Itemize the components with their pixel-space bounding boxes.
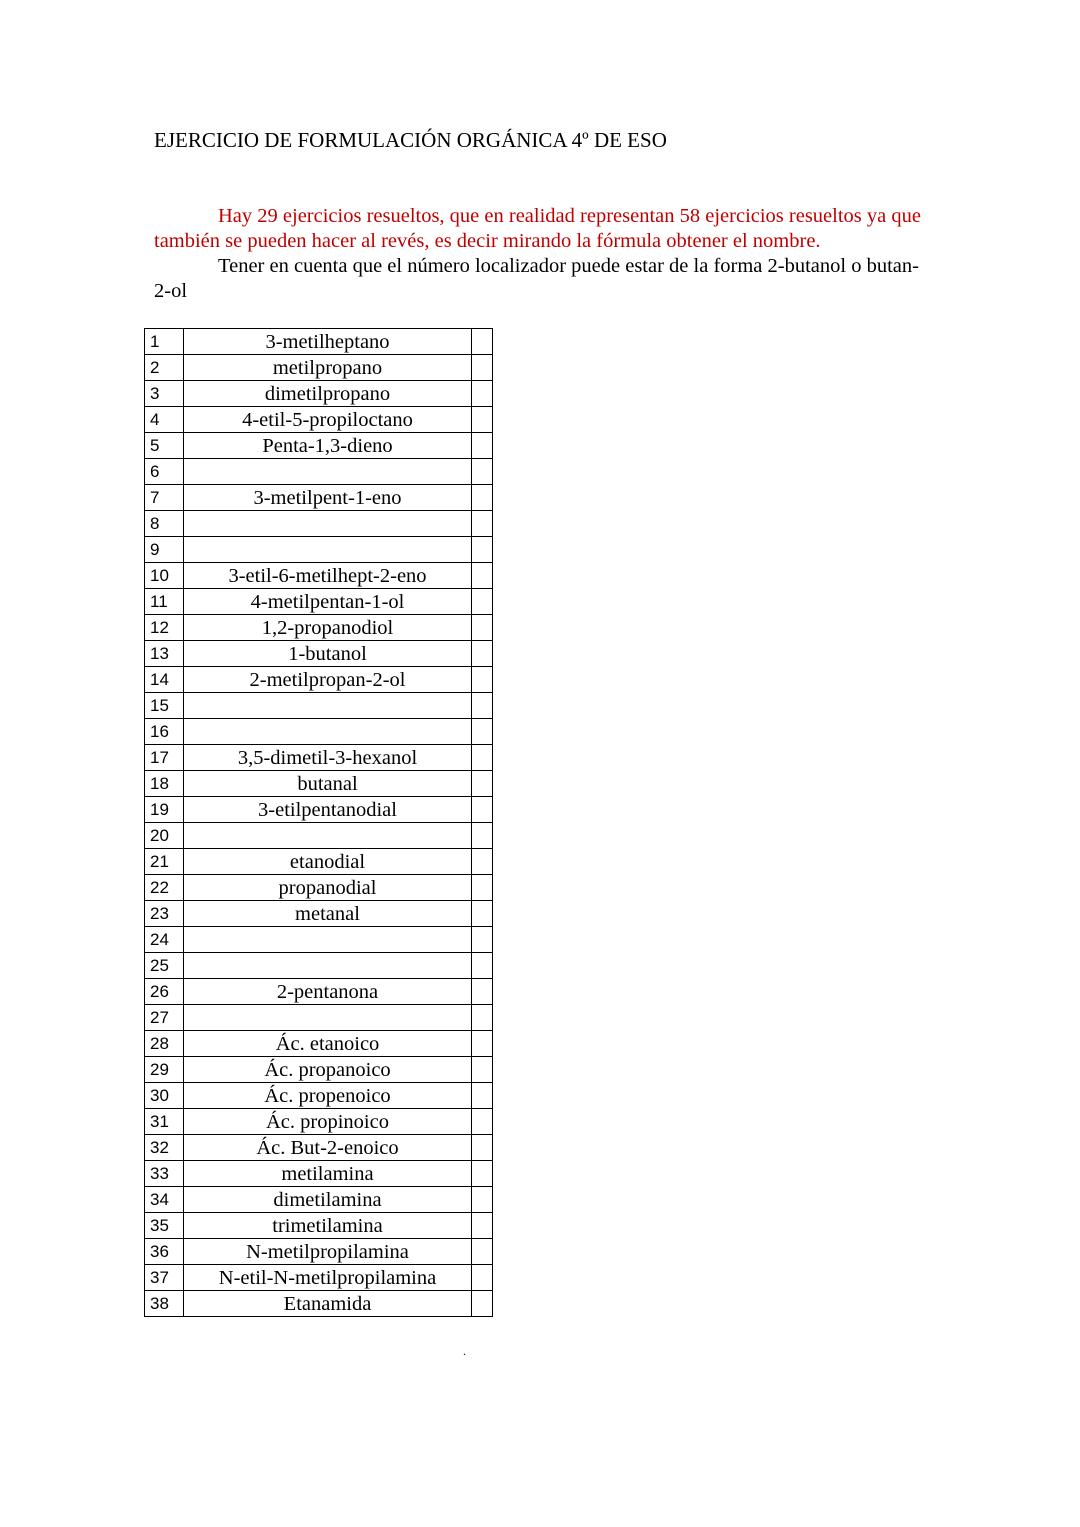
answer-cell — [472, 381, 493, 407]
table-row — [145, 875, 493, 901]
answer-cell — [472, 1239, 493, 1265]
exercise-number: 11 — [145, 589, 184, 615]
compound-name: metilpropano — [184, 355, 472, 381]
table-row — [145, 537, 493, 563]
exercise-number: 12 — [145, 615, 184, 641]
exercise-number: 1 — [145, 329, 184, 355]
answer-cell — [472, 1031, 493, 1057]
answer-cell — [472, 823, 493, 849]
page-title: EJERCICIO DE FORMULACIÓN ORGÁNICA 4º DE ESO — [154, 128, 667, 152]
compound-name — [184, 1005, 472, 1031]
compound-name: 2-metilpropan-2-ol — [184, 667, 472, 693]
exercise-number: 13 — [145, 641, 184, 667]
table-row — [145, 1031, 493, 1057]
exercise-number: 33 — [145, 1161, 184, 1187]
exercise-number: 25 — [145, 953, 184, 979]
answer-cell — [472, 953, 493, 979]
exercise-number: 34 — [145, 1187, 184, 1213]
intro-paragraph-black — [154, 254, 934, 304]
compound-name: N-etil-N-metilpropilamina — [184, 1265, 472, 1291]
exercise-number: 2 — [145, 355, 184, 381]
table-row — [145, 1187, 493, 1213]
table-row — [145, 329, 493, 355]
table-row — [145, 797, 493, 823]
answer-cell — [472, 719, 493, 745]
exercise-number: 17 — [145, 745, 184, 771]
answer-cell — [472, 797, 493, 823]
compound-name: 3-etilpentanodial — [184, 797, 472, 823]
answer-cell — [472, 355, 493, 381]
answer-cell — [472, 329, 493, 355]
table-row — [145, 563, 493, 589]
exercise-number: 4 — [145, 407, 184, 433]
exercise-number: 28 — [145, 1031, 184, 1057]
compound-name: 3-etil-6-metilhept-2-eno — [184, 563, 472, 589]
table-row — [145, 745, 493, 771]
answer-cell — [472, 1265, 493, 1291]
exercise-number: 9 — [145, 537, 184, 563]
exercise-number: 35 — [145, 1213, 184, 1239]
compound-name — [184, 927, 472, 953]
compound-name: Ác. etanoico — [184, 1031, 472, 1057]
table-row — [145, 1213, 493, 1239]
answer-cell — [472, 667, 493, 693]
table-row — [145, 589, 493, 615]
exercise-number: 20 — [145, 823, 184, 849]
table-row — [145, 849, 493, 875]
compound-name — [184, 511, 472, 537]
table-row — [145, 693, 493, 719]
compound-name — [184, 719, 472, 745]
answer-cell — [472, 589, 493, 615]
compound-name: Ác. propinoico — [184, 1109, 472, 1135]
answer-cell — [472, 1161, 493, 1187]
table-row — [145, 1057, 493, 1083]
compound-name: 1-butanol — [184, 641, 472, 667]
answer-cell — [472, 849, 493, 875]
table-row — [145, 1109, 493, 1135]
intro-paragraph-red — [154, 204, 934, 254]
exercise-number: 27 — [145, 1005, 184, 1031]
exercise-number: 3 — [145, 381, 184, 407]
answer-cell — [472, 745, 493, 771]
answer-cell — [472, 615, 493, 641]
table-row — [145, 1265, 493, 1291]
compound-name: Ác. propenoico — [184, 1083, 472, 1109]
table-row — [145, 433, 493, 459]
exercise-number: 31 — [145, 1109, 184, 1135]
answer-cell — [472, 693, 493, 719]
intro-black-text: Tener en cuenta que el número localizador puede estar de la forma 2-butanol o butan-2-ol — [154, 255, 919, 302]
table-row — [145, 719, 493, 745]
answer-cell — [472, 1109, 493, 1135]
table-row — [145, 901, 493, 927]
table-row — [145, 485, 493, 511]
exercise-number: 7 — [145, 485, 184, 511]
exercise-number: 16 — [145, 719, 184, 745]
compound-name: 4-metilpentan-1-ol — [184, 589, 472, 615]
table-row — [145, 953, 493, 979]
compound-name: Penta-1,3-dieno — [184, 433, 472, 459]
table-row — [145, 1239, 493, 1265]
table-row — [145, 771, 493, 797]
compound-name: Ác. propanoico — [184, 1057, 472, 1083]
compound-name — [184, 537, 472, 563]
table-row — [145, 1083, 493, 1109]
compound-name: Ác. But-2-enoico — [184, 1135, 472, 1161]
answer-cell — [472, 1005, 493, 1031]
exercise-number: 22 — [145, 875, 184, 901]
compound-name: etanodial — [184, 849, 472, 875]
compound-name: N-metilpropilamina — [184, 1239, 472, 1265]
compound-name: propanodial — [184, 875, 472, 901]
table-row — [145, 979, 493, 1005]
answer-cell — [472, 901, 493, 927]
exercise-number: 23 — [145, 901, 184, 927]
compound-name: 3-metilheptano — [184, 329, 472, 355]
answer-cell — [472, 433, 493, 459]
table-row — [145, 615, 493, 641]
table-row — [145, 1135, 493, 1161]
compound-name: dimetilamina — [184, 1187, 472, 1213]
compound-name — [184, 459, 472, 485]
table-row — [145, 1291, 493, 1317]
answer-cell — [472, 1291, 493, 1317]
answer-cell — [472, 1057, 493, 1083]
compound-name: trimetilamina — [184, 1213, 472, 1239]
exercise-table-body — [145, 329, 493, 1317]
compound-name: dimetilpropano — [184, 381, 472, 407]
exercise-number: 37 — [145, 1265, 184, 1291]
answer-cell — [472, 927, 493, 953]
compound-name: 2-pentanona — [184, 979, 472, 1005]
compound-name: Etanamida — [184, 1291, 472, 1317]
answer-cell — [472, 485, 493, 511]
answer-cell — [472, 1135, 493, 1161]
compound-name: 4-etil-5-propiloctano — [184, 407, 472, 433]
answer-cell — [472, 875, 493, 901]
exercise-number: 6 — [145, 459, 184, 485]
compound-name: 3,5-dimetil-3-hexanol — [184, 745, 472, 771]
exercise-number: 21 — [145, 849, 184, 875]
answer-cell — [472, 511, 493, 537]
compound-name — [184, 693, 472, 719]
table-row — [145, 667, 493, 693]
table-row — [145, 355, 493, 381]
table-row — [145, 823, 493, 849]
exercise-number: 8 — [145, 511, 184, 537]
table-row — [145, 1161, 493, 1187]
table-row — [145, 381, 493, 407]
intro-red-text: Hay 29 ejercicios resueltos, que en realidad representan 58 ejercicios resueltos ya que también se pueden hacer al revés, es decir mirando la fórmula obtener el nombre. — [154, 205, 921, 252]
exercise-number: 24 — [145, 927, 184, 953]
answer-cell — [472, 771, 493, 797]
exercise-number: 38 — [145, 1291, 184, 1317]
compound-name — [184, 823, 472, 849]
exercise-number: 15 — [145, 693, 184, 719]
table-row — [145, 641, 493, 667]
table-row — [145, 1005, 493, 1031]
exercise-number: 30 — [145, 1083, 184, 1109]
compound-name: metilamina — [184, 1161, 472, 1187]
answer-cell — [472, 1213, 493, 1239]
exercise-number: 5 — [145, 433, 184, 459]
exercise-number: 19 — [145, 797, 184, 823]
answer-cell — [472, 1083, 493, 1109]
compound-name: metanal — [184, 901, 472, 927]
table-row — [145, 511, 493, 537]
answer-cell — [472, 563, 493, 589]
exercise-number: 18 — [145, 771, 184, 797]
answer-cell — [472, 979, 493, 1005]
answer-cell — [472, 459, 493, 485]
compound-name: 1,2-propanodiol — [184, 615, 472, 641]
exercise-number: 10 — [145, 563, 184, 589]
compound-name — [184, 953, 472, 979]
exercise-number: 26 — [145, 979, 184, 1005]
table-row — [145, 927, 493, 953]
exercise-number: 29 — [145, 1057, 184, 1083]
compound-name: 3-metilpent-1-eno — [184, 485, 472, 511]
footer-mark: . — [463, 1344, 466, 1358]
table-row — [145, 407, 493, 433]
answer-cell — [472, 407, 493, 433]
answer-cell — [472, 537, 493, 563]
exercise-number: 14 — [145, 667, 184, 693]
exercise-number: 32 — [145, 1135, 184, 1161]
answer-cell — [472, 1187, 493, 1213]
answer-cell — [472, 641, 493, 667]
table-row — [145, 459, 493, 485]
compound-name: butanal — [184, 771, 472, 797]
exercise-number: 36 — [145, 1239, 184, 1265]
exercise-table — [144, 328, 493, 1317]
